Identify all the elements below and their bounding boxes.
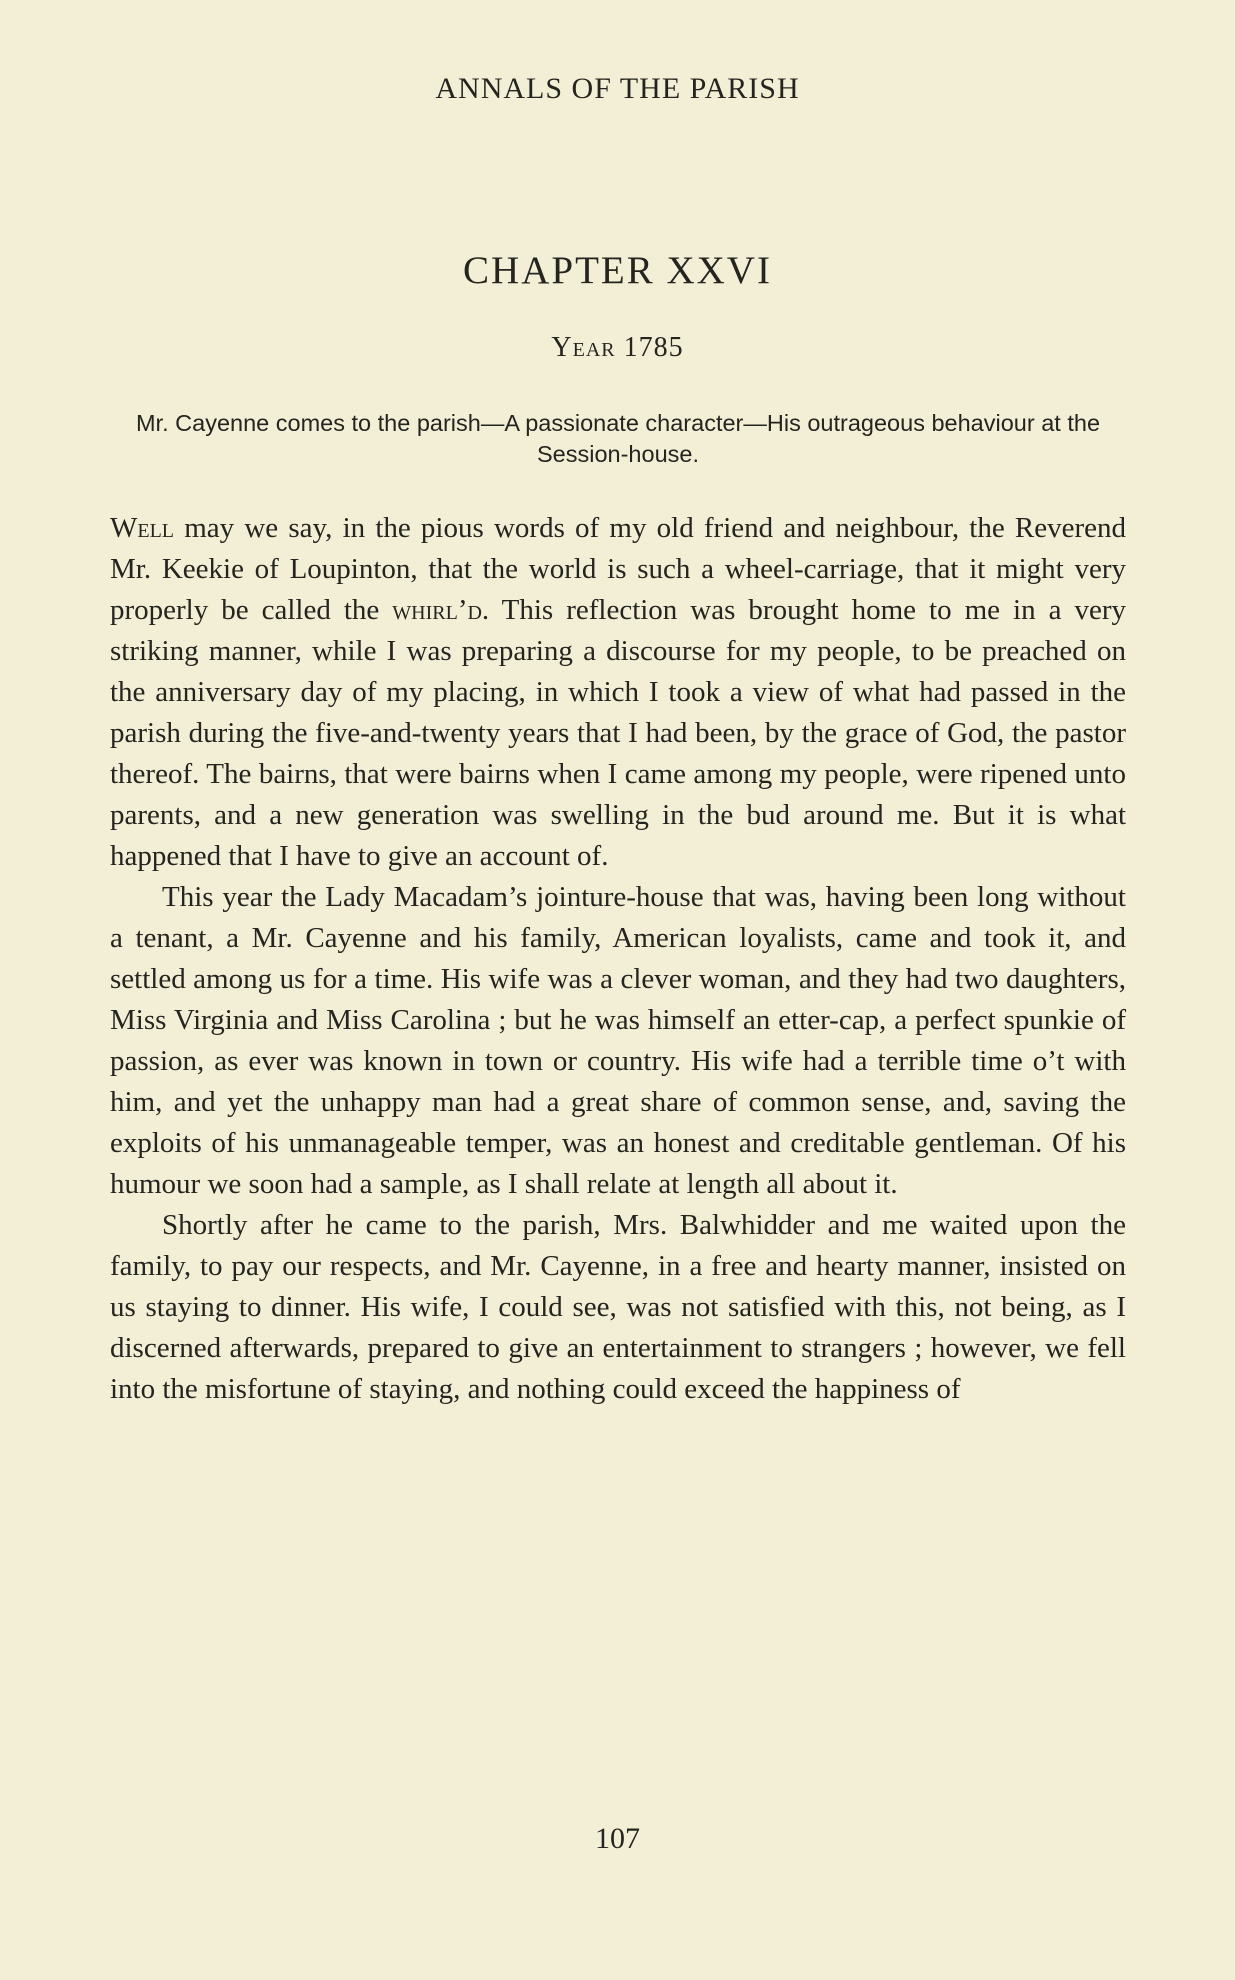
body-text <box>110 508 1126 1410</box>
paragraph-lead-word: Well <box>110 512 175 544</box>
paragraph-2: This year the Lady Macadam’s jointure-house that was, having been long without a tenant, a Mr. Cayenne and his family, American loyalists, came and took it, and settled among us for a time. His wife was a clever woman, and they had two daughters, Miss Virginia and Miss Carolina ; but he was himself an etter-cap, a perfect spunkie of passion, as ever was known in town or country. His wife had a terrible time o’t with him, and yet the unhappy man had a great share of common sense, and, saving the exploits of his unmanageable temper, was an honest and creditable gentleman. Of his humour we soon had a sample, as I shall relate at length all about it. <box>110 881 1126 1200</box>
running-head: ANNALS OF THE PARISH <box>435 72 800 105</box>
paragraph-1 <box>110 508 1126 877</box>
paragraph-3: Shortly after he came to the parish, Mrs. Balwhidder and me waited upon the family, to pay our respects, and Mr. Cayenne, in a free and hearty manner, insisted on us staying to dinner. His wife, I could see, was not satisfied with this, not being, as I discerned afterwards, prepared to give an entertainment to strangers ; however, we fell into the misfortune of staying, and nothing could exceed the happiness of <box>110 1209 1126 1405</box>
paragraph-text: may we say, in the pious words of my old friend and neighbour, the Reverend Mr. Keekie of Loupinton, that the world is such a wheel-carriage, that it might very properly be called the <box>110 512 1126 626</box>
chapter-title: CHAPTER XXVI <box>463 249 772 292</box>
chapter-year: Year 1785 <box>551 332 684 363</box>
emphasis-word: whirl’d <box>392 594 482 626</box>
paragraph-text-rest: . This reflection was brought home to me in a very striking manner, while I was preparing a discourse for my people, to be preached on the anniversary day of my placing, in which I took a view of what had passed in the parish during the five-and-twenty years that I had been, by the grace of God, the pastor thereof. The bairns, that were bairns when I came among my people, were ripened unto parents, and a new generation was swelling in the bud around me. But it is what happened that I have to give an account of. <box>110 594 1126 872</box>
chapter-synopsis: Mr. Cayenne comes to the parish—A passionate character—His outrageous behaviour at the Session-house. <box>135 410 1101 467</box>
page-number: 107 <box>595 1822 640 1855</box>
